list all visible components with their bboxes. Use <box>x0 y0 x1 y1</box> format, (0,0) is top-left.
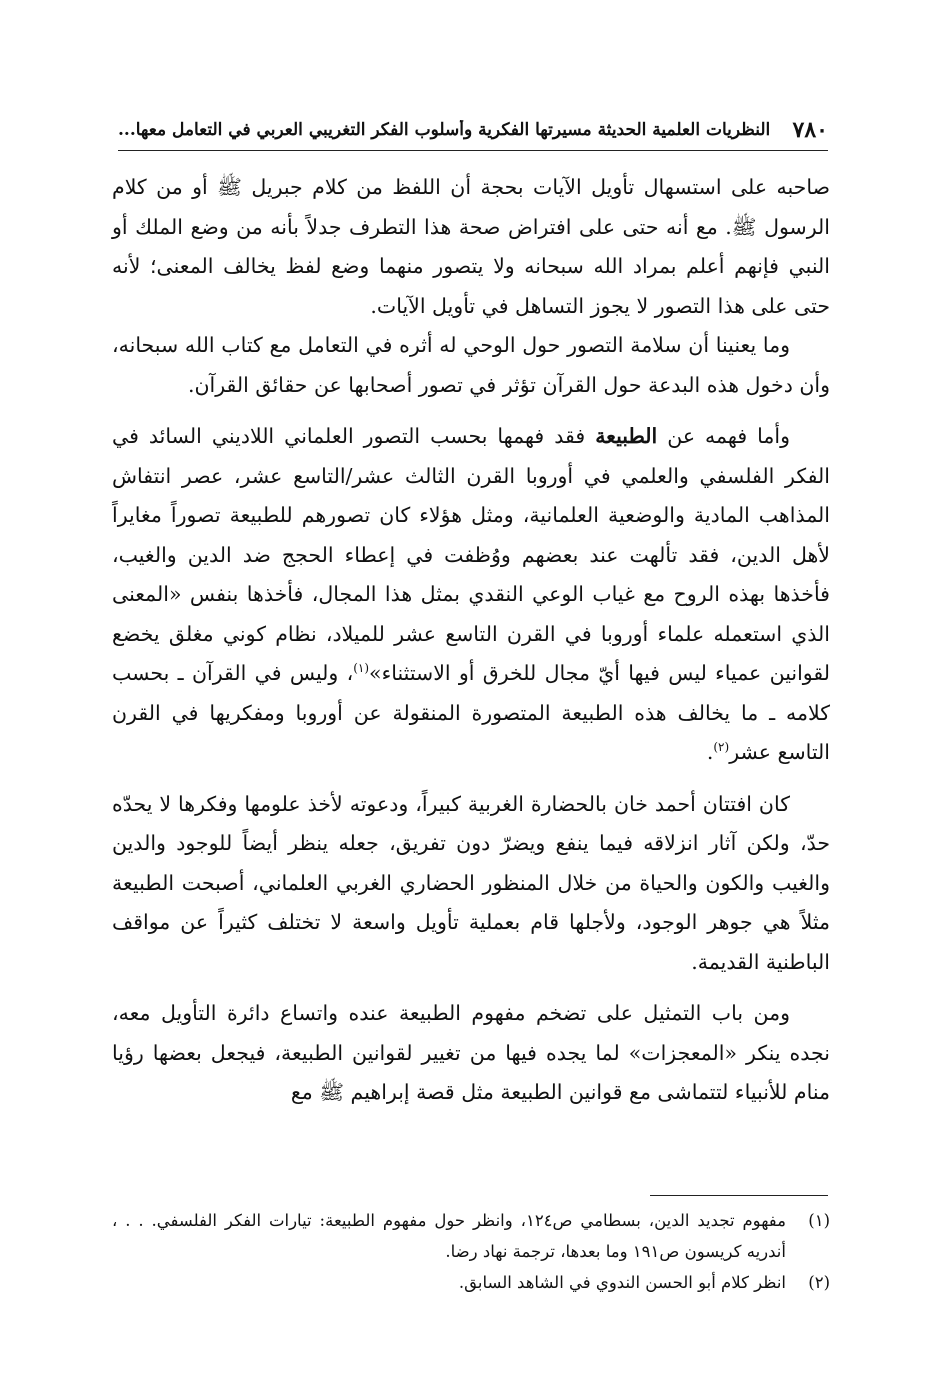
footnote-2 <box>112 1267 830 1298</box>
paragraph-3-text-c: ، وليس في القرآن ـ بحسب كلامه ـ ما يخالف هذه الطبيعة المتصورة المنقولة عن أوروبا ومفكريها في القرن التاسع عشر <box>112 661 830 764</box>
footnote-1 <box>112 1205 830 1267</box>
footnote-number: (١) <box>808 1211 830 1230</box>
paragraph-3-text-a: وأما فهمه عن <box>657 424 790 448</box>
running-title: النظريات العلمية الحديثة مسيرتها الفكرية وأسلوب الفكر التغريبي العربي في التعامل معها... <box>118 120 771 140</box>
paragraph-4: كان افتتان أحمد خان بالحضارة الغربية كبيراً، ودعوته لأخذ علومها وفكرها لا يحدّه حدّ، ولكن آثار انزلاقه فيما ينفع ويضرّ دون تفريق، جعله ينظر أيضاً للوجود والدين والغيب والكون والحياة من خلال المنظور الحضاري الغربي العلماني، أصبحت الطبيعة مثلاً هي جوهر الوجود، ولأجلها قام بعملية تأويل واسعة لا تختلف كثيراً عن مواقف الباطنية القديمة. <box>112 791 830 974</box>
body-text <box>112 168 830 1113</box>
footnote-text: انظر كلام أبو الحسن الندوي في الشاهد السابق. <box>458 1273 786 1292</box>
footnotes <box>112 1205 830 1298</box>
paragraph-3-text-d: . <box>706 740 714 764</box>
paragraph-3-text-b: فقد فهمها بحسب التصور العلماني اللاديني السائد في الفكر الفلسفي والعلمي في أوروبا القرن الثالث عشر/التاسع عشر، عصر انتفاش المذاهب المادية والوضعية العلمانية، ومثل هؤلاء كان تصورهم للطبيعة تصوراً مغايراً لأهل الدين، فقد تألهت عند بعضهم ووُظفت في إعطاء الحجج ضد الدين والغيب، فأخذها بهذه الروح مع غياب الوعي النقدي بمثل هذا المجال، فأخذها بنفس «المعنى الذي استعمله علماء أوروبا في القرن التاسع عشر للميلاد، نظام كوني مغلق يخضع لقوانين عمياء ليس فيها أيّ مجال للخرق أو الاستثناء» <box>112 424 830 685</box>
footnote-ref-2[interactable]: (٢) <box>713 740 730 755</box>
footnote-text: مفهوم تجديد الدين، بسطامي ص١٢٤، وانظر حول مفهوم الطبيعة: تيارات الفكر الفلسفي. . . ، أندريه كريسون ص١٩١ وما بعدها، ترجمة نهاد رضا. <box>112 1211 786 1261</box>
footnote-number: (٢) <box>808 1273 830 1292</box>
page-header <box>118 110 828 151</box>
footnote-ref-1[interactable]: (١) <box>353 661 370 676</box>
paragraph-3 <box>112 417 830 773</box>
paragraph-5: ومن باب التمثيل على تضخم مفهوم الطبيعة عنده واتساع دائرة التأويل معه، نجده ينكر «المعجزات» لما يجده فيها من تغيير لقوانين الطبيعة، فيجعل بعضها رؤيا منام للأنبياء لتتماشى مع قوانين الطبيعة مثل قصة إبراهيم ﷺ مع <box>112 1001 830 1104</box>
page-number: ٧٨٠ <box>792 117 828 143</box>
paragraph-2: وما يعنينا أن سلامة التصور حول الوحي له أثره في التعامل مع كتاب الله سبحانه، وأن دخول هذه البدعة حول القرآن تؤثر في تصور أصحابها عن حقائق القرآن. <box>112 333 830 397</box>
paragraph-1: صاحبه على استسهال تأويل الآيات بحجة أن اللفظ من كلام جبريل ﷺ أو من كلام الرسول ﷺ. مع أنه حتى على افتراض صحة هذا التطرف جدلاً بأنه من وضع الملك أو النبي فإنهم أعلم بمراد الله سبحانه ولا يتصور منهما وضع لفظ يخالف المعنى؛ لأنه حتى على هذا التصور لا يجوز التساهل في تأويل الآيات. <box>112 175 830 318</box>
bold-term-nature: الطبيعة <box>595 424 658 448</box>
footnote-separator <box>650 1195 828 1196</box>
